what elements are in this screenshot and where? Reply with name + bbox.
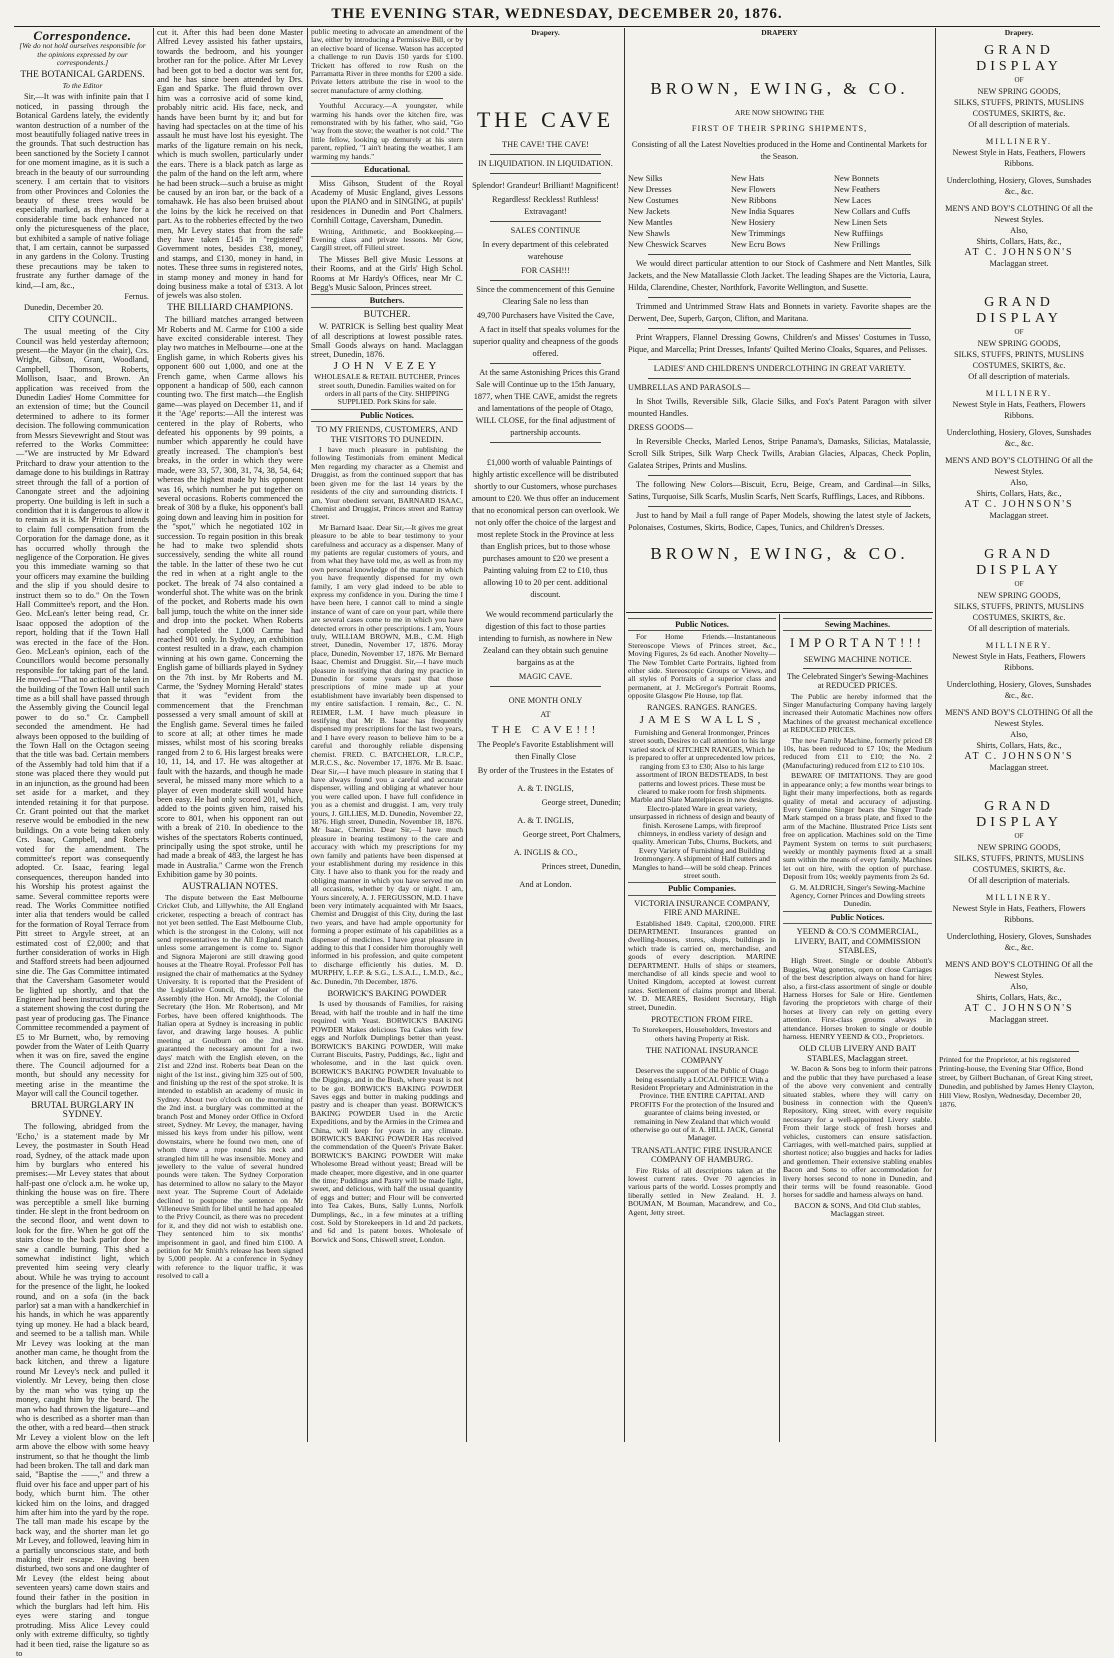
article-title-council: CITY COUNCIL. [48, 314, 117, 325]
article-title-burglary: BRUTAL BURGLARY IN SYDNEY. [30, 1100, 135, 1120]
cave-sales: SALES CONTINUE [510, 226, 581, 236]
old-club-title: OLD CLUB LIVERY AND BAIT STABLES, Maclaggan street. [799, 1043, 916, 1063]
cave-forcash: FOR CASH!!! [521, 266, 570, 276]
shirts-line: Shirts, Collars, Hats, &c., [976, 741, 1062, 751]
divider [803, 668, 912, 669]
cave-fact: A fact in itself that speaks volumes for the superior quality and cheapness of the goods offered. [472, 325, 620, 359]
brown-umbrellas: In Shot Twills, Reversible Silk, Glacie Silks, and Fox's Patent Paragon with silver mounted Handles. [628, 397, 931, 419]
brown-colors: The following New Colors—Biscuit, Ecru, Beige, Cream, and Cardinal—in Silks, Satins, Turquoise, Silk Scarfs, Muslin Scarfs, Nett Scarfs, Rufflings, Laces, and Ribbons. [628, 480, 931, 502]
novelty-list-2 [731, 173, 828, 250]
brown-consisting: Consisting of all the Latest Novelties produced in the Home and Continental Markets for the Season. [631, 140, 928, 162]
australian-continued: public meeting to advocate an amendment of the law, either by introducing a Permissive Bill, or by an elective board of license. Watson has accepted a challenge to run Davis 150 yards for £100. Trickett has offered to row Rush on the Parramatta River in three months for £200 a side. Private letters attribute the rise in wool to the secret manufacture of army clothing. [311, 27, 463, 95]
aldrich: G. M. ALDRICH, Singer's Sewing-Machine Agency, Corner Princes and Dowling streets Dunedin. [790, 882, 925, 909]
ad-gibson: Miss Gibson, Student of the Royal Academy of Music England, gives Lessons upon the PIANO and in SINGING, at pupils' residences in Dunedin and Port Chalmers. Cornhill Cottage, Caversham, Dunedin. [311, 178, 463, 226]
novelty-item: New Mantles [628, 218, 673, 228]
cave-again: THE CAVE!!! [491, 724, 600, 737]
brown-dress-title: DRESS GOODS— [628, 423, 693, 433]
novelty-list [628, 173, 931, 250]
novelty-item: New Cheswick Scarves [628, 240, 707, 250]
all-materials: Of all description of materials. [968, 372, 1070, 382]
australian-body: The dispute between the East Melbourne Cricket Club, and Lillywhite, the All England cricketer, respecting a breach of contract has not yet been settled. The East Melbourne Club, which is the strongest in the Colony, will not send representatives to the All England match unless some arrangement is come to. Signor and Signora Majeroni are still drawing good houses at the Theatre Royal. Professor Pell has resigned the chair of mathematics at the Sydney University. It is reported that the President of the Legislative Council, the Speaker of the Assembly (the Hon. Mr Arnold), the Colonial Secretary (the Hon. Mr Robertson), and Mr Forbes, have been offered knighthoods. The Italian opera at Sydney is increasing in public favor, and drawing large houses. A public meeting at Goulburn on the 2nd inst. guaranteed the necessary amount for a two days' match with the English eleven, on the 21st and 22nd inst. Roberts beat Dean on the night of the 1st inst., giving him 325 out of 500, and finishing up the rest of the spot stroke. It is intended to establish an academy of music in Sydney. About two o'clock on the morning of the 2nd inst. a burglary was committed at the branch Post and Money order Office in Oxford street, Sydney. Mr Levey, the manager, having missed his keys from under his pillow, went downstairs, where he found two men, one of whom threw a rope round his neck and strangled him till he was insensible. Money and jewellery to the value of several hundred pounds were taken. The Sydney Corporation has determined to allow no salary to the Mayor next year. The Supreme Court of Adelaide declined to postpone the sentence on Mr Villeneuve Smith for libel until he had appealed to the Privy Council, as there was no precedent for it, and they did not wish to establish one. They sentenced him to six months' imprisonment in gaol, and fined him £100. A petition for Mr Smith's release has been signed by 5,000 people. At a conference in Sydney with reference to the liquor traffic, it was resolved to call a [157, 892, 303, 1281]
ad-yeend: High Street. Single or double Abbott's Buggies, Wag gonettes, open or close Carriages of the best description always on hand for hire; also, a first-class assortment of single or double Harness Horses for Sale or Hire. Gentlemen favoring the proprietors with charge of their horses at livery can rely on getting every attention. First-class grooms always in attendance. Horses broken to single or double harness. HENRY YEEND & CO., Proprietors. [783, 956, 932, 1042]
brown-ewing-name-2: BROWN, EWING, & CO. [650, 544, 909, 564]
cave-regardless: Regardless! Reckless! Ruthless! Extravagant! [492, 195, 599, 217]
johnson-name: AT C. JOHNSON'S [964, 751, 1074, 763]
grand-display-title: GRAND DISPLAY [976, 547, 1062, 579]
disclaimer: [We do not hold ourselves responsible for the opinions expressed by our correspondents.] [19, 41, 146, 68]
novelty-item: New Costumes [628, 196, 679, 206]
cave-cry: THE CAVE! THE CAVE! [502, 140, 589, 150]
newest-styles: Newest Style in Hats, Feathers, Flowers Ribbons. [952, 148, 1086, 169]
divider [490, 280, 601, 281]
divider [648, 506, 911, 507]
brown-showing: ARE NOW SHOWING THE [734, 108, 825, 118]
billiard-body: The billiard matches arranged between Mr Roberts and M. Carme for £100 a side have excited considerable interest. They play two matches in Melbourne—one at the English game, in which Roberts gives his opponent 600 out 1,000, and one at the French game, when Carme allows his opponent a handicap of 500, each cannon counting two. The first match—the English game—was played on December 11, and if it the 'Age' reports:—All the interest was centered in the play of Roberts, who defeated his opponents by 99 points, a number which apparently he could have greatly increased. The champion's best breaks, in the order in which they were made, were 33, 57, 308, 31, 74, 38, 54, 64; whereas the highest made by his opponent was 16, which number he put together on several occasions. Roberts commenced the break of 308 by a fluke, his opponent's ball going down and leaving him in position for the "spot," which he negotiated 102 in succession. To regain position in this break he had to make two splendid shots successively, sending the white all round the table. In the latter of these two he cut the red in when at a right angle to the pocket. The break of 74 also contained a wonderful shot. The white was on the brink of the pocket, and Roberts made his own ball jump, touch the white on the inner side and drop into the pocket. When Roberts had completed the 1,000 Carme had reached 901 only. In Sydney, an exhibition contest resulted in a draw, each champion winning at his own game. Concerning the English game of billiards played in Sydney on the 7th inst. by Mr Roberts and M. Carme, the 'Sydney Morning Herald' states that it was "evident from the commencement that the Frenchman possessed a very small amount of skill at the English game. Several times he failed to score at all; at other times he made misses, whilst most of his scoring breaks ranged from 2 to 6. His largest breaks were 10, 11, 14, and 17. He was altogether at fault with the hazards, and though he made several, he missed many more which to a player of even moderate skill would have been easy. He had only scored 201, which, added to the points given him, raised his score to 801, when his opponent ran out with a break of 210. In obedience to the wishes of the spectators Roberts continued, principally using the spot stroke, until he had made a break of 483, the largest he has made in Australia." Carme won the French Exhibition game by 30 points. [157, 315, 303, 880]
all-materials: Of all description of materials. [968, 876, 1070, 886]
of-label: OF [1014, 328, 1024, 337]
column-2 [157, 28, 303, 1442]
burglary-continued: cut it. After this had been done Master Alfred Levey assisted his father upstairs, towards the bedroom, and his younger brother ran for the police. After Mr Levey had been got to bed a doctor was sent for, and he has since been attended by Drs. Egan and Sparke. The fluid thrown over him was a corrosive acid of some kind, probably nitric acid. His face, neck, and hands have been burnt by it; and but for having had spectacles on at the time of his assault he must have lost his eyesight. The marks of the ligature remain on his neck, which is much swollen, particularly under the ears. There is a black patch as large as the palm of the hand on the left arm, where he had been struck—such a bruise as might be caused by an iron bar, or the back of a tomahawk. He has also been bruised about the loins by the kick he received on that part. As to the robberies effected by the two men, Mr Levey states that from the safe they have taken £145 in "registered" Government notes, besides £38, money, and stamps, and £130, money in hand, in notes. These three sums in registered notes, in stamp money and money in hand for doing business make a total of £313. A lot of jewels was also stolen. [157, 28, 303, 301]
printer-imprint: Printed for the Proprietor, at his registered Printing-house, the Evening Star Office, Bond street, by Gilbert Buchanan, of Great King street, Dunedin, and published by James Henry Clayton, Hill View, Roslyn, Wednesday, December 20, 1876. [939, 1055, 1095, 1110]
brown-paper: Just to hand by Mail a full range of Paper Models, showing the latest style of Jackets, Polonaises, Costumes, Skirts, Bodice, Capes, Tunics, and Children's Dresses. [628, 511, 931, 533]
cave-one-month: ONE MONTH ONLY [508, 696, 583, 706]
novelty-item: New Feathers [834, 185, 880, 195]
victoria-title: VICTORIA INSURANCE COMPANY, FIRE AND MARINE. [634, 897, 770, 918]
novelty-item: New Collars and Cuffs [834, 207, 911, 217]
mens-clothing: MEN'S AND BOY'S CLOTHING Of all the Newest Styles. [945, 960, 1093, 981]
divider [490, 686, 601, 687]
important-heading: IMPORTANT!!! [789, 635, 925, 651]
novelty-item: New Ribbons [731, 196, 777, 206]
cave-order: By order of the Trustees in the Estates of [477, 766, 614, 776]
underclothing: Underclothing, Hosiery, Gloves, Sunshades &c., &c. [946, 176, 1092, 197]
cave-paintings: £1,000 worth of valuable Paintings of highly artistic excellence will be distributed shortly to our Customers, whose purchases amount to £20. We thus offer an inducement that no economical person can overlook. We not only offer the choice of the largest and most replete Stock in the Province at less than English prices, but to those whose purchases amount to £20 we present a Painting valuing from £2 to £10, thus allowing 10 to 20 per cent. additional discount. [471, 458, 620, 600]
article-title-botanical: THE BOTANICAL GARDENS. [20, 69, 145, 80]
cave-splendor: Splendor! Grandeur! Brilliant! Magnificent! [472, 181, 619, 191]
grand-display-title: GRAND DISPLAY [976, 43, 1062, 75]
section-public-companies: Public Companies. [628, 882, 776, 895]
column-divider [466, 28, 467, 1442]
novelty-item: New Hats [731, 174, 764, 184]
of-label: OF [1014, 832, 1024, 841]
ad-patrick: W. PATRICK is Selling best quality Meat of all descriptions at lowest possible rates. Small Goods always on hand. Maclaggan street, Dunedin, 1876. [311, 322, 463, 360]
mens-clothing: MEN'S AND BOY'S CLOTHING Of all the Newest Styles. [945, 456, 1093, 477]
silks-line: SILKS, STUFFS, PRINTS, MUSLINS COSTUMES, SKIRTS, &c. [953, 98, 1085, 119]
of-label: OF [1014, 76, 1024, 85]
burglary-body: The following, abridged from the 'Echo,' is a statement made by Mr Levey, the postmaster in South Head road, Sydney, of the attack made upon him by burglars who entered his premises:—Mr Levey states that about half-past one o'clock a.m. he woke up, thinking the house was on fire. There was perceptible a smell like burning tinder. He slept in the front bedroom on the second floor, and went down to look for the fire. When he got off the stairs close to the back parlor door he saw a candle burning. This shed a somewhat indistinct light, which prevented him seeing very clearly about. While he was trying to account for the presence of the light, he looked round, and on a sofa (in the back parlor) sat a man with a handkerchief in his hands, in which he was apparently tying up money. He had a black beard, and seemed to be a tallish man. While Mr Levey was looking at the man another man came, he thought from the back kitchen, and threw a ligature round Mr Levey's neck and pulled it violently. Mr Levey, being then close by the man who was tying up the money, caught him by the beard. The man who had thrown the ligature—and who is described as a shorter man than the other, with a red beard—then struck Mr Levey a violent blow on the left arm above the elbow with some heavy instrument, so that he thought the limb had been broken. The tall and dark man said, "Baptise the ——," and threw a fluid over his face and upper part of his body, which burnt him. The other kicked him on the loins, and dragged him after him into the yard by the rope. The tall man made his escape by the back way, and the shorter man let go Mr Levey, and followed, leaving him in a partially unconscious state, and both making their escape. Having been disturbed, two sons and one daughter of Mr Levey (the eldest being about seventeen years) came down stairs and found their father in the position in which the burglars had left him. His eyes were staring and tongue protruding. Miss Alice Levey could only with extreme difficulty, so tightly had it been tied, raise the ligature so as to [16, 1122, 149, 1658]
cave-liquidation: IN LIQUIDATION. IN LIQUIDATION. [478, 159, 613, 169]
article-title-billiard: THE BILLIARD CHAMPIONS. [167, 302, 293, 313]
section-drapery-3: Drapery. [1004, 28, 1034, 37]
of-label: OF [1014, 580, 1024, 589]
divider [648, 378, 911, 379]
all-materials: Of all description of materials. [968, 120, 1070, 130]
also-label: Also, [1010, 226, 1028, 236]
divider [490, 442, 601, 443]
ad-walls: Furnishing and General Ironmonger, Princes street south, Desires to call attention to his large varied stock of KITCHEN RANGES, Which he is prepared to offer at unprecedented low prices, ranging from £3 to £30; Also to his large assortment of IRON BEDSTEADS, In best patterns and lowest prices. These must be cleared to make room for fresh shipments. Marble and Slate Mantelpieces in new designs. Electro-plated Ware in great variety, unsurpassed in richness of design and beauty of finish. Kerosene Lamps, with fireproof chimneys, in endless variety of design and quality. American Tubs, Churns, Buckets, and Every Variety of Furnishing and Building Ironmongery. A shipment of Half cutters and Mangles to hand—will be sold cheap. Princes street south. [628, 728, 776, 880]
singer-reduced: The Celebrated Singer's Sewing-Machines at REDUCED PRICES. [786, 671, 929, 691]
novelty-item: New Silks [628, 174, 663, 184]
singer-family: The new Family Machine, formerly priced £8 10s, has been reduced to £7 10s; the Medium reduced from £11 to £10; the No. 2 (Manufacturing) reduced from £12 to £10 10s. [783, 735, 932, 770]
column-3 [311, 28, 463, 1442]
maclaggan-street: Maclaggan street. [989, 763, 1049, 773]
novelty-item: New Dresses [628, 185, 672, 195]
mens-clothing: MEN'S AND BOY'S CLOTHING Of all the Newest Styles. [945, 708, 1093, 729]
butcher-title: BUTCHER. [363, 309, 411, 320]
inglis-2-addr: George street, Port Chalmers, [522, 830, 621, 840]
inglis-1-addr: George street, Dunedin; [541, 798, 621, 808]
brown-prints: Print Wrappers, Flannel Dressing Gowns, Children's and Misses' Costumes in Tusso, Pique, and Marcella; Print Dresses, Infants' Quilted Merino Cloaks, Squares, and Pelisses. [628, 333, 931, 355]
sewing-notice: SEWING MACHINE NOTICE. [803, 655, 912, 665]
notice-body: I have much pleasure in publishing the following Testimonials from eminent Medical Men regarding my character as a Chemist and Druggist, as from the continued support that has been given me for the last 14 years by the residents of the city and surrounding districts. I am, Your obedient servant, BARNARD ISAAC, Chemist and Druggist, Princes street and Rattray street. [311, 445, 463, 522]
newest-styles: Newest Style in Hats, Feathers, Flowers Ribbons. [952, 652, 1086, 673]
novelty-list-1 [628, 173, 725, 250]
masthead-rule [14, 26, 1100, 27]
grand-display-blocks [939, 43, 1099, 1025]
vezey-name: JOHN VEZEY [333, 359, 441, 372]
section-public-notices-2: Public Notices. [628, 618, 776, 631]
shirts-line: Shirts, Collars, Hats, &c., [976, 993, 1062, 1003]
silks-line: SILKS, STUFFS, PRINTS, MUSLINS COSTUMES, SKIRTS, &c. [953, 854, 1085, 875]
grand-display-ad [939, 43, 1099, 269]
maclaggan-street: Maclaggan street. [989, 259, 1049, 269]
divider [490, 154, 601, 155]
grand-display-ad [939, 295, 1099, 521]
ad-transatlantic: Fire Risks of all descriptions taken at the lowest current rates. Over 70 agencies in various parts of the world. Losses promptly and liberally settled in New Zealand. H. J. BOUMAN, M Bouman, Macandrew, and Co., Agent, Jetty street. [628, 1165, 776, 1217]
novelty-item: New Trimmings [731, 229, 786, 239]
council-body: The usual meeting of the City Council was held yesterday afternoon; present—the Mayor (in the chair), Crs. Wright, Gibson, Grant, Woodland, Campbell, Thomson, Roberts, Mollison, Isaac, and Brown. An application was received from the Dunedin Ladies' Home Committee for an extension of time; but the Council determined to adhere to its former decision. The following communication from Messrs Sievewright and Stout was referred to the Works Committee:—"We are instructed by Mr Edward Pritchard to draw your attention to the damage done to his buildings in Rattray street through the fall of a portion of Canongate street and the adjoining property. One building is left in such a condition that it is dangerous to allow it to remain as it is. Mr Pritchard intends to claim full compensation from the Corporation for the damage done, as it has occurred wholly through the negligence of the Corporation. He gives you this immediate warning so that your officers may examine the building and the slip if you should desire to instruct them so to do." On the Town Hall Committee's report, and the Hon. Geo. McLean's letter being read, Cr. Isaac opposed the adoption of the report, holding that if the Town Hall was erected in the face of the Hon. Geo. McLean's opinion, each of the Councillors would become personally responsible for taking part of the land. He moved—"That no action be taken in the building of the Town Hall until such time as a bill shall have passed through the Assembly giving the Council legal power to do so." Cr. Campbell seconded the amendment. He had always been opposed to the building of the Town Hall on the Octagon seeing that the title was bad. Certain members of the Assembly had told him that if a stone was placed there they would put in an injunction, as the ground had been set aside for a market, and they intended retaining it for that purpose. Cr. Grant pointed out that the market reserve would be embodied in the new buildings. On a vote being taken only Crs. Isaac, Campbell, and Roberts voted for the amendment. The committee's report was consequently adopted. Cr. Isaac, fearing legal consequences, thereupon handed into his Worship his protest against the same. Several committee reports were read. The Works Committee notified inter alia that tenders would be called for the formation of Royal Terrace from Pitt street to Argyle street, at an estimated cost of £2,000; and that further consideration of works in High and Stafford streets had been adjourned sine die. The Gas Committee intimated that the Caversham Gasometer would be lighted up shortly, and that the Engineer had been instructed to prepare a statement showing the cost during the past year of producing gas. The Finance Committee recommended a payment of £5 to Mr Burnett, who, by removing powder from the Water of Leith Quarry when it was on fire, saved the engine there. The Council adjourned for a month, but should any necessity for meeting arise in the meantime the Mayor will call the Council together. [16, 327, 149, 1099]
novelty-item: New Frillings [834, 240, 880, 250]
ad-home-friends: For Home Friends.—Instantaneous Stereoscope Views of Princes street, &c., Moving Figures, 2s 6d each. Another Novelty—The New Tomblet Carte Portraits, lighted from either side. Stereoscopic Groups or Views, and all styles of Portraits of a superior class and permanent, at J. McGregor's Portrait Rooms, opposite Glasgow Pie House, top flat. [628, 632, 776, 701]
brown-stock: We would direct particular attention to our Stock of Cashmere and Nett Mantles, Silk Jackets, and the New Matallassie Cloth Jacket. The leading Shapes are the Victoria, Laura, Hilda, Clarendine, Chester, Northfork, Favorite Wellington, and Susette. [628, 259, 931, 293]
brown-ewing-name: BROWN, EWING, & CO. [650, 79, 909, 99]
maclaggan-street: Maclaggan street. [989, 1015, 1049, 1025]
letter-body: Sir,—It was with infinite pain that I noticed, in passing through the Botanical Gardens lately, the evidently wanton destruction of a number of the most beautifully foliaged native trees in the grounds. That such destruction has been sanctioned by the Society I cannot for one moment imagine, as it is such a breach in the beauty of our surrounding scenery. I am certain that to visitors from other Provinces and Colonies the beauty of these trees would be especially marked, as they have for a considerable time back enhanced not only the picturesqueness of the place, but exhibited a sample of native foliage that, I am certain, cannot be surpassed in any gardens in the Colony. Trusting these precautions may be taken to frustrate any further damage of the kind,—I am, &c., [16, 92, 149, 290]
protection-body: To Storekeepers, Householders, Investors and others having Property at Risk. [632, 1025, 772, 1043]
youthful-accuracy: Youthful Accuracy.—A youngster, while warming his hands over the kitchen fire, was remonstrated with by his father, who said, "Go 'way from the stove; the weather is not cold." The little fellow, looking up demurely at his stern parent, replied, "I ain't heating the weather, I am warming my hands." [311, 101, 463, 161]
column-7 [939, 28, 1099, 1442]
inglis-1: A. & T. INGLIS, [517, 784, 574, 794]
masthead: THE EVENING STAR, WEDNESDAY, DECEMBER 20, 1876. [331, 6, 783, 22]
divider [490, 363, 601, 364]
silks-line: SILKS, STUFFS, PRINTS, MUSLINS COSTUMES, SKIRTS, &c. [953, 602, 1085, 623]
cave-recommend: We would recommend particularly the digestion of this fact to those parties intending to furnish, as nowhere in New Zealand can they obtain such genuine bargains as at the [478, 610, 614, 668]
section-butchers: Butchers. [311, 294, 463, 307]
novelty-item: New India Squares [731, 207, 795, 217]
millinery-title: MILLINERY. [985, 389, 1053, 399]
section-educational: Educational. [311, 163, 463, 176]
transatlantic-title: TRANSATLANTIC FIRE INSURANCE COMPANY OF HAMBURG. [631, 1144, 773, 1165]
column-divider [935, 28, 936, 1442]
millinery-title: MILLINERY. [985, 893, 1053, 903]
column-4 [470, 28, 621, 1442]
cave-since: Since the commencement of this Genuine Clearing Sale no less than [476, 285, 615, 307]
section-drapery-2: DRAPERY [761, 28, 798, 37]
brown-umbrellas-title: UMBRELLAS AND PARASOLS— [628, 383, 750, 393]
section-public-notices-3: Public Notices. [783, 911, 932, 924]
novelty-item: New Bonnets [834, 174, 879, 184]
notice-title: TO MY FRIENDS, CUSTOMERS, AND THE VISITORS TO DUNEDIN. [316, 424, 458, 444]
divider [490, 173, 601, 174]
grand-display-title: GRAND DISPLAY [976, 799, 1062, 831]
section-title-correspondence: Correspondence. [33, 28, 132, 43]
letter-signature: Fernus. [124, 291, 149, 301]
walls-name: JAMES WALLS, [639, 714, 765, 727]
newest-styles: Newest Style in Hats, Feathers, Flowers Ribbons. [952, 904, 1086, 925]
divider [648, 328, 911, 329]
cave-at: AT [540, 710, 551, 720]
all-materials: Of all description of materials. [968, 624, 1070, 634]
mens-clothing: MEN'S AND BOY'S CLOTHING Of all the Newest Styles. [945, 204, 1093, 225]
divider [331, 98, 443, 99]
novelty-item: New Jackets [628, 207, 670, 217]
ad-writing: Writing, Arithmetic, and Bookkeeping.—Evening class and private lessons. Mr Gow, Cargill street, off Filleul street. [311, 226, 463, 253]
cave-magic: MAGIC CAVE. [518, 672, 573, 682]
shirts-line: Shirts, Collars, Hats, &c., [976, 489, 1062, 499]
novelty-item: New Flowers [731, 185, 776, 195]
underclothing: Underclothing, Hosiery, Gloves, Sunshades &c., &c. [946, 428, 1092, 449]
millinery-title: MILLINERY. [985, 641, 1053, 651]
novelty-item: New Laces [834, 196, 872, 206]
brown-dress: In Reversible Checks, Marled Lenos, Stripe Panama's, Damasks, Silicias, Matalassie, Scroll Silk Stripes, Silk Warp Check Twills, Arabian Glacies, Alpacas, Check Poplin, Galatea Stripes, Prints and Muslins. [628, 437, 931, 471]
inglis-3-addr: Princes street, Dunedin, [541, 862, 621, 872]
column-1 [16, 28, 149, 1658]
novelty-item: New Linen Sets [834, 218, 888, 228]
ranges-line: RANGES. RANGES. RANGES. [647, 702, 757, 712]
also-label: Also, [1010, 982, 1028, 992]
spring-goods: NEW SPRING GOODS, [977, 591, 1061, 601]
brown-trimmed: Trimmed and Untrimmed Straw Hats and Bonnets in variety. Favorite shapes are the Derwent, Dee, Superb, Garçon, Clifton, and Maritana. [628, 302, 931, 324]
novelty-item: New Ecru Bows [731, 240, 786, 250]
ad-vezey: WHOLESALE & RETAIL BUTCHER, Princes street south, Dunedin. Families waited on for orders in all parts of the City. SHIPPING SUPPLIED. Pork Skins for sale. [314, 372, 460, 407]
divider [648, 475, 911, 476]
novelty-item: New Hosiery [731, 218, 776, 228]
underclothing: Underclothing, Hosiery, Gloves, Sunshades &c., &c. [946, 680, 1092, 701]
grand-display-title: GRAND DISPLAY [976, 295, 1062, 327]
london: And at London. [519, 880, 572, 890]
also-label: Also, [1010, 478, 1028, 488]
section-drapery: Drapery. [531, 28, 560, 37]
singer-beware: BEWARE OF IMITATIONS. They are good in appearance only; a few months wear brings to light their many imperfections, both as regards quality of metal and accuracy of adjusting. Every Genuine Singer bears the Singer Trade Mark stamped on a brass plate, and fixed to the arm of the Machine. Illustrated Price Lists sent free on application. Machines sold on the Time Payment System on terms to suit purchasers; weekly or monthly payments fixed at a small sum within the means of every family. Machines let out on hire, with the option of purchase. Deposit from 10s; weekly payments from 2s 6d. [783, 771, 932, 882]
cave-astonishing: At the same Astonishing Prices this Grand Sale will Continue up to the 15th January, 1877, when THE CAVE, amidst the regrets and lamentations of the people of Otago, WILL CLOSE, for the final adjustment of partnership accounts. [473, 368, 620, 438]
to-editor: To the Editor [62, 81, 103, 91]
divider [959, 1051, 1079, 1052]
maclaggan-street: Maclaggan street. [989, 511, 1049, 521]
novelty-list-3 [834, 173, 931, 250]
ad-bell: The Misses Bell give Music Lessons at their Rooms, and at the Girls' High Schol. Rooms at Mr Hardy's Offices, near Mr C. Begg's Music Saloon, Princes street. [311, 254, 463, 292]
underclothing: Underclothing, Hosiery, Gloves, Sunshades &c., &c. [946, 932, 1092, 953]
grand-display-ad [939, 799, 1099, 1025]
inglis-3: A. INGLIS & CO., [513, 848, 578, 858]
cave-finally: The People's Favorite Establishment will then Finally Close [477, 740, 614, 762]
novelty-item: New Shawls [628, 229, 670, 239]
shirts-line: Shirts, Collars, Hats, &c., [976, 237, 1062, 247]
spring-goods: NEW SPRING GOODS, [977, 843, 1061, 853]
brown-ewing-ad [628, 28, 931, 610]
letter-date: Dunedin, December 20. [24, 303, 104, 313]
protection-title: PROTECTION FROM FIRE. [651, 1014, 753, 1025]
ad-national: Deserves the support of the Public of Otago being essentially a LOCAL OFFICE With a Resident Proprietary and Administration in the Province. THE ENTIRE CAPITAL AND PROFITS For the protection of the Insured and guarantee of claims being invested, or remaining in New Zealand that which would otherwise go out of it. A. HILL JACK, General Manager. [630, 1066, 774, 1143]
column-divider [307, 28, 308, 1442]
inglis-2: A. & T. INGLIS, [517, 816, 574, 826]
testimonial-letters: Mr Barnard Isaac. Dear Sir,—It gives me great pleasure to be able to bear testimony to your carefulness and accuracy as a dispenser. Many of my patients are regular customers of yours, and from what they have told me, as well as from my own personal knowledge of the manner in which you have frequently dispensed for my own family, I am very glad indeed to be able to express my confidence in you. During the time I have been here, I cannot call to mind a single instance of want of care on your part, while there are several cases come to me in which you have detected errors in other prescriptions. I am, Yours truly, WILLIAM BROWN, M.B., C.M. High street, Dunedin, November 17, 1876. Moray place, Dunedin, November 17, 1876. Mr Bernard Isaac, Chemist and Druggist. Sir,—I have much pleasure in testifying that during my practice in Dunedin for some years past that those prescriptions of mine made up at your establishment have invariably been dispensed to my entire satisfaction. I remain, &c., C. N. REIMER, L.M. I have much pleasure in testifying that Mr B. Isaac has frequently dispensed my prescriptions for the last two years, and I have every reason to believe him to be a careful and thoroughly reliable dispensing chemist. FRED. C. BATCHELOR, L.R.C.P., M.R.C.S., &c. November 17, 1876. Mr B. Isaac. Dear Sir,—I have much pleasure in stating that I have always found you a careful and accurate dispenser, willing and obliging at whatever hour you were called upon. I have full confidence in you as a chemist and druggist. I am, very truly yours, J. GILLIES, M.D. Dunedin, November 22, 1876. High street, Dunedin, November 18, 1876. Mr Isaac, Chemist. Dear Sir,—I have much pleasure in bearing testimony to the care and accuracy with which my prescriptions for my own family and patients have been dispensed at your establishment during my residence in this City. I have also to thank you for the ready and obliging manner in which you have served me on all occasions, whether by day or night. I am, Yours sincerely, A. J. FERGUSSON, M.D. I have been very intimately acquainted with Mr Isaacs, Chemist and Druggist of this City, during the last two years, and have had ample opportunity for forming a proper estimate of his capabilities as a dispenser of medicines. I have great pleasure in adding to this that I consider him thoroughly well informed in his profession, and quite competent to discharge efficiently his duties. M. D. MURPHY, L.F.P. & S.G., L.S.A.L., L.M.D., &c., &c. Dunedin, 7th December, 1876. [311, 522, 463, 986]
borwick-body: Is used by thousands of Families, for raising Bread, with half the trouble and in half the time required with Yeast. BORWICK'S BAKING POWDER Makes delicious Tea Cakes with few eggs and Norfolk Dumplings better than yeast. BORWICK'S BAKING POWDER, Will make Currant Biscuits, Pastry, Puddings, &c., light and wholesome, and in the last quick oven. BORWICK'S BAKING POWDER Invaluable to the Diggings, and in the Bush, where yeast is not to be got. BORWICK'S BAKING POWDER Saves eggs and butter in making puddings and pastry and is cheaper than yeast. BORWICK'S BAKING POWDER Used in the Arctic Expeditions, and by the Armies in the Crimea and China, will keep for years in any climate. BORWICK'S BAKING POWDER Has received the commendation of the Queen's Private Baker. BORWICK'S BAKING POWDER Will make Wholesome Bread without yeast; Bread will be made cheaper, more digestive, and in one quarter the time; Puddings and Pastry will be made light, sweet, and delicious, with half the usual quantity of eggs and butter; and Flour will be converted into Tea Cakes, Buns, Sally Lunns, Norfolk Dumplings, &c., in a few minutes at a trifling cost. Sold by Storekeepers in 1d and 2d packets, and 6d and 1s patent boxes. Wholesale of Borwick and Sons, Chiswell street, London. [311, 999, 463, 1244]
borwick-title: BORWICK'S BAKING POWDER [327, 988, 447, 999]
column-divider [779, 614, 780, 1442]
singer-public: The Public are hereby informed that the Singer Manufacturing Company having largely increased their Automatic Machines now offers Machines of the greatest mechanical excellence at REDUCED PRICES. [783, 691, 932, 735]
section-sewing-machines: Sewing Machines. [783, 618, 932, 631]
column-divider [153, 28, 154, 1442]
divider [648, 359, 911, 360]
divider [648, 254, 911, 255]
brown-ladies: LADIES' AND CHILDREN'S UNDERCLOTHING IN GREAT VARIETY. [653, 364, 906, 374]
divider [490, 221, 601, 222]
cave-dept: In every department of this celebrated warehouse [482, 240, 609, 262]
grand-display-ad [939, 547, 1099, 773]
ad-old-club: W. Bacon & Sons beg to inform their patrons and the public that they have purchased a lease of the above very convenient and centrally situated stables, where they will carry on business in connection with the Queen's Repository, King street, with every requisite necessary for a well-appointed Livery stable. From their large stock of fresh horses and vehicles, customers can ensure satisfaction. Carriages, with well-matched pairs, supplied at shortest notice; also buggies and hacks for ladies and gentlemen. Their extensive stabling enables Bacon and Sons to offer accommodation for livery horses second to none in Dunedin, and their terms will be found reasonable. Good horses for saddle and harness always on hand. [783, 1064, 932, 1200]
johnson-name: AT C. JOHNSON'S [964, 1003, 1074, 1015]
ad-victoria: Established 1849. Capital, £200,000. FIRE DEPARTMENT. Insurances granted on dwelling-houses, stores, shops, buildings in which trade is carried on, merchandise, and goods of every description. MARINE DEPARTMENT. Hulls of ships or steamers, merchandise of all kinds specie and wool to United Kingdom, accepted at lowest current rates. Settlement of claims prompt and liberal. W. D. MEARES, Resident Secretary, High street, Dunedin. [628, 918, 776, 1012]
yeend-title: YEEND & CO.'S COMMERCIAL, LIVERY, BAIT, and COMMISSION STABLES, [794, 926, 921, 955]
johnson-name: AT C. JOHNSON'S [964, 247, 1074, 259]
johnson-name: AT C. JOHNSON'S [964, 499, 1074, 511]
cave-title: THE CAVE [476, 107, 615, 133]
millinery-title: MILLINERY. [985, 137, 1053, 147]
ad-rule [626, 612, 933, 613]
also-label: Also, [1010, 730, 1028, 740]
column-6 [783, 616, 932, 1442]
article-title-australian: AUSTRALIAN NOTES. [181, 881, 279, 892]
silks-line: SILKS, STUFFS, PRINTS, MUSLINS COSTUMES, SKIRTS, &c. [953, 350, 1085, 371]
column-5 [628, 616, 776, 1442]
spring-goods: NEW SPRING GOODS, [977, 339, 1061, 349]
divider [648, 297, 911, 298]
bacon-sons: BACON & SONS, And Old Club stables, Maclaggan street. [794, 1200, 921, 1219]
spring-goods: NEW SPRING GOODS, [977, 87, 1061, 97]
brown-first: FIRST OF THEIR SPRING SHIPMENTS, [691, 123, 868, 133]
national-title: THE NATIONAL INSURANCE COMPANY [645, 1045, 759, 1065]
section-public-notices: Public Notices. [311, 409, 463, 422]
column-divider [624, 28, 625, 1442]
cave-visited: 49,700 Purchasers have Visited the Cave, [476, 311, 615, 321]
newest-styles: Newest Style in Hats, Feathers, Flowers Ribbons. [952, 400, 1086, 421]
novelty-item: New Ruffiings [834, 229, 883, 239]
